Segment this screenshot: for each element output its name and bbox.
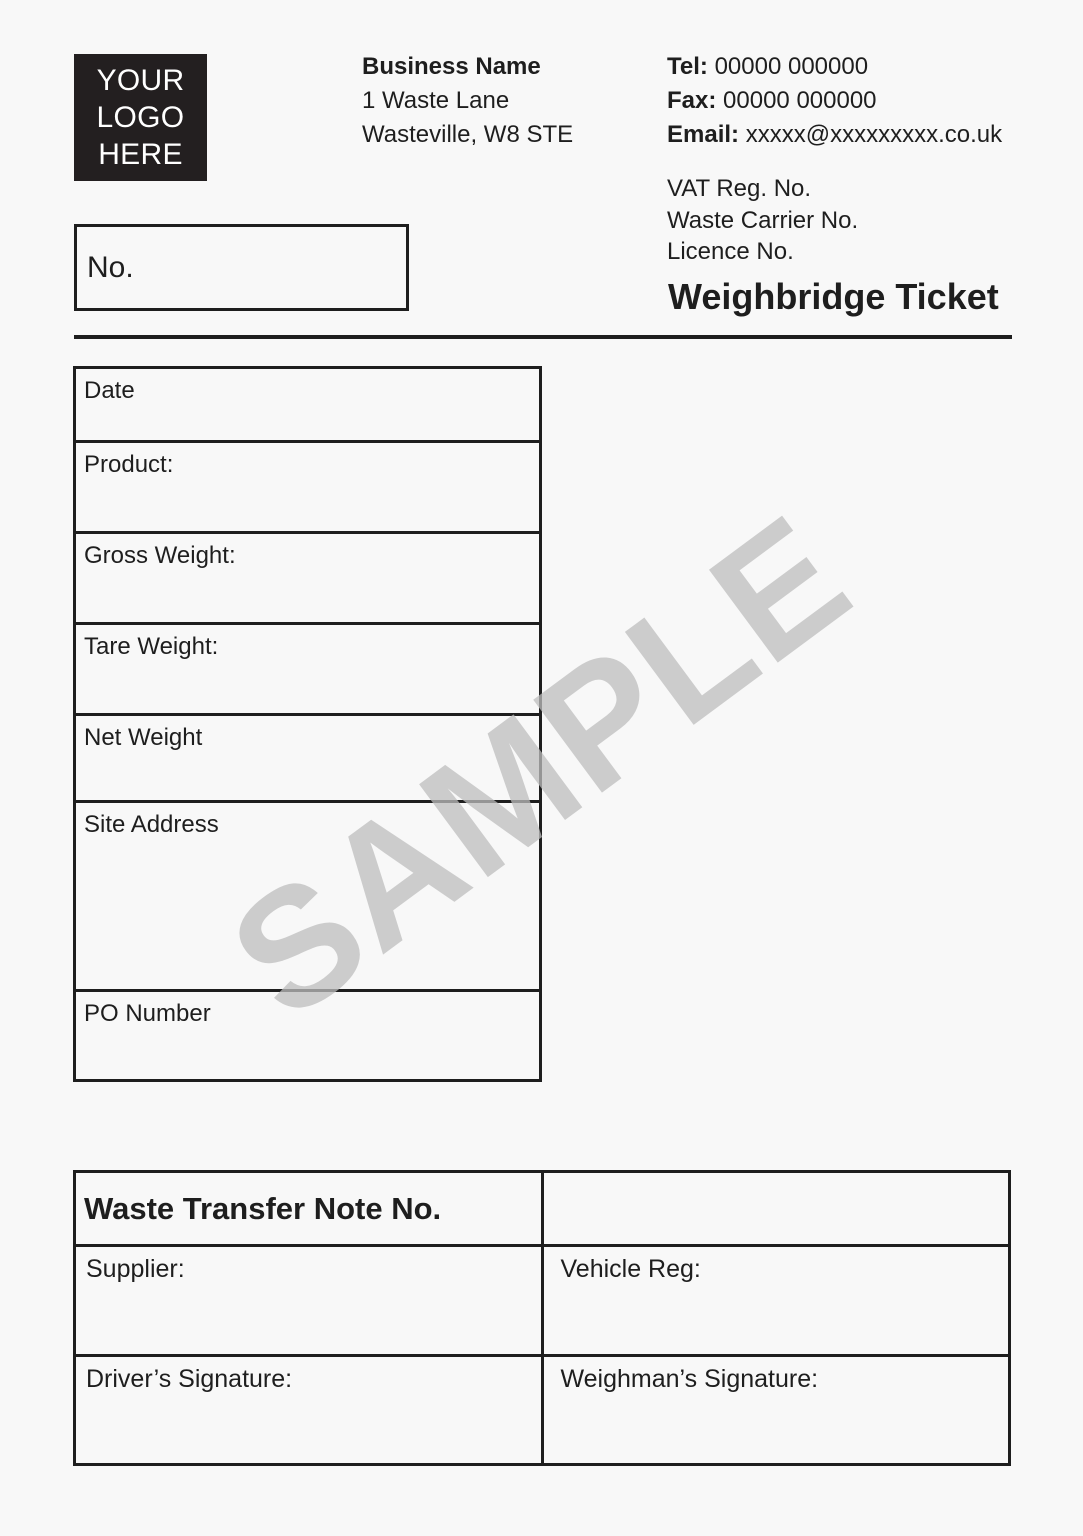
email-value: xxxxx@xxxxxxxxx.co.uk: [745, 121, 1003, 148]
vat-reg-label: VAT Reg. No.: [667, 175, 812, 202]
fax-value: 00000 000000: [723, 87, 877, 114]
supplier-field: Supplier:: [75, 1246, 543, 1356]
waste-transfer-note-label: Waste Transfer Note No.: [75, 1172, 543, 1246]
registration-details: [667, 173, 858, 268]
address-line-1: 1 Waste Lane: [362, 87, 510, 114]
tel-label: Tel:: [667, 53, 708, 80]
logo-placeholder: [74, 54, 207, 181]
waste-transfer-table: [73, 1170, 1011, 1466]
licence-label: Licence No.: [667, 238, 794, 265]
po-number-field: PO Number: [75, 991, 541, 1081]
product-field: Product:: [75, 442, 541, 533]
weighbridge-form-table: [73, 366, 542, 1082]
net-weight-field: Net Weight: [75, 715, 541, 802]
email-label: Email:: [667, 121, 740, 148]
tel-row: [667, 50, 1002, 84]
fax-row: [667, 84, 1002, 118]
tare-weight-field: Tare Weight:: [75, 624, 541, 715]
ticket-number-box: [74, 224, 409, 311]
contact-details: [667, 50, 1002, 152]
sample-watermark: SAMPLE: [197, 479, 882, 1054]
logo-line-1: YOUR: [96, 64, 185, 97]
vehicle-reg-field: Vehicle Reg:: [542, 1246, 1010, 1356]
site-address-field: Site Address: [75, 802, 541, 991]
document-title: Weighbridge Ticket: [668, 276, 999, 317]
logo-line-2: LOGO: [96, 101, 185, 134]
business-details: [362, 50, 573, 152]
gross-weight-field: Gross Weight:: [75, 533, 541, 624]
waste-carrier-label: Waste Carrier No.: [667, 206, 859, 234]
ticket-number-label: No.: [87, 251, 134, 284]
weighman-signature-field: Weighman’s Signature:: [542, 1356, 1010, 1465]
tel-value: 00000 000000: [714, 53, 869, 80]
driver-signature-field: Driver’s Signature:: [75, 1356, 543, 1465]
fax-label: Fax:: [667, 87, 717, 114]
address-line-2: Wasteville, W8 STE: [362, 121, 574, 148]
logo-line-3: HERE: [98, 138, 183, 171]
date-field: Date: [75, 368, 541, 442]
email-row: [667, 118, 1002, 152]
business-name: Business Name: [362, 53, 541, 80]
header-divider: [74, 335, 1012, 339]
waste-transfer-note-value: [542, 1172, 1010, 1246]
